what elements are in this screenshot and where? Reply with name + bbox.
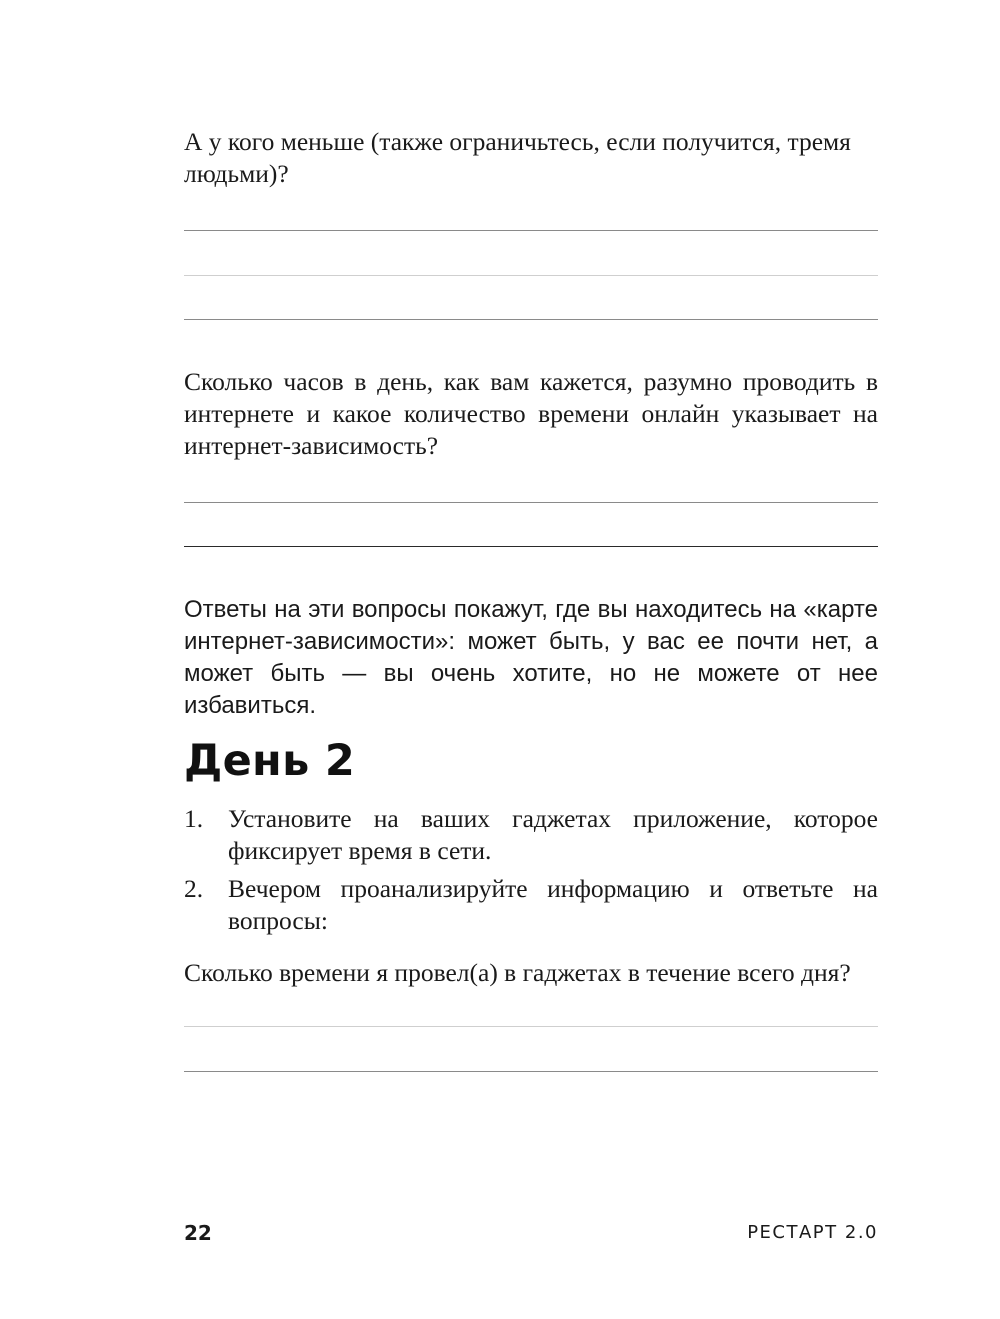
question-1-line-2: людьми)?	[184, 159, 289, 188]
answer-line	[184, 1026, 878, 1027]
step-1-text: Установите на ваших гаджетах приложение, которое фиксирует время в сети.	[228, 804, 878, 865]
answer-line	[184, 319, 878, 320]
note-paragraph: Ответы на эти вопросы покажут, где вы находитесь на «карте интернет-зависимости»: может быть, у вас ее почти нет, а может быть — вы очень хотите, но не можете от нее избавиться.	[184, 596, 878, 719]
section-heading: День 2	[184, 736, 356, 786]
answer-line	[184, 1071, 878, 1072]
answer-line	[184, 230, 878, 231]
question-1	[184, 126, 878, 190]
step-2-number: 2.	[184, 874, 204, 903]
step-2-text: Вечером проанализируйте информацию и ответьте на вопросы:	[228, 874, 878, 935]
step-1-number: 1.	[184, 804, 204, 833]
question-1-line-1: А у кого меньше (также ограничьтесь, если получится, тремя	[184, 127, 851, 156]
running-footer-title: РЕСТАРТ 2.0	[747, 1222, 878, 1243]
page-number: 22	[184, 1221, 212, 1245]
answer-line	[184, 275, 878, 276]
answer-line	[184, 546, 878, 547]
question-3: Сколько времени я провел(а) в гаджетах в течение всего дня?	[184, 958, 851, 987]
answer-line	[184, 502, 878, 503]
question-2: Сколько часов в день, как вам кажется, разумно проводить в интернете и какое количество времени онлайн указывает на интернет-зависимость?	[184, 367, 878, 460]
